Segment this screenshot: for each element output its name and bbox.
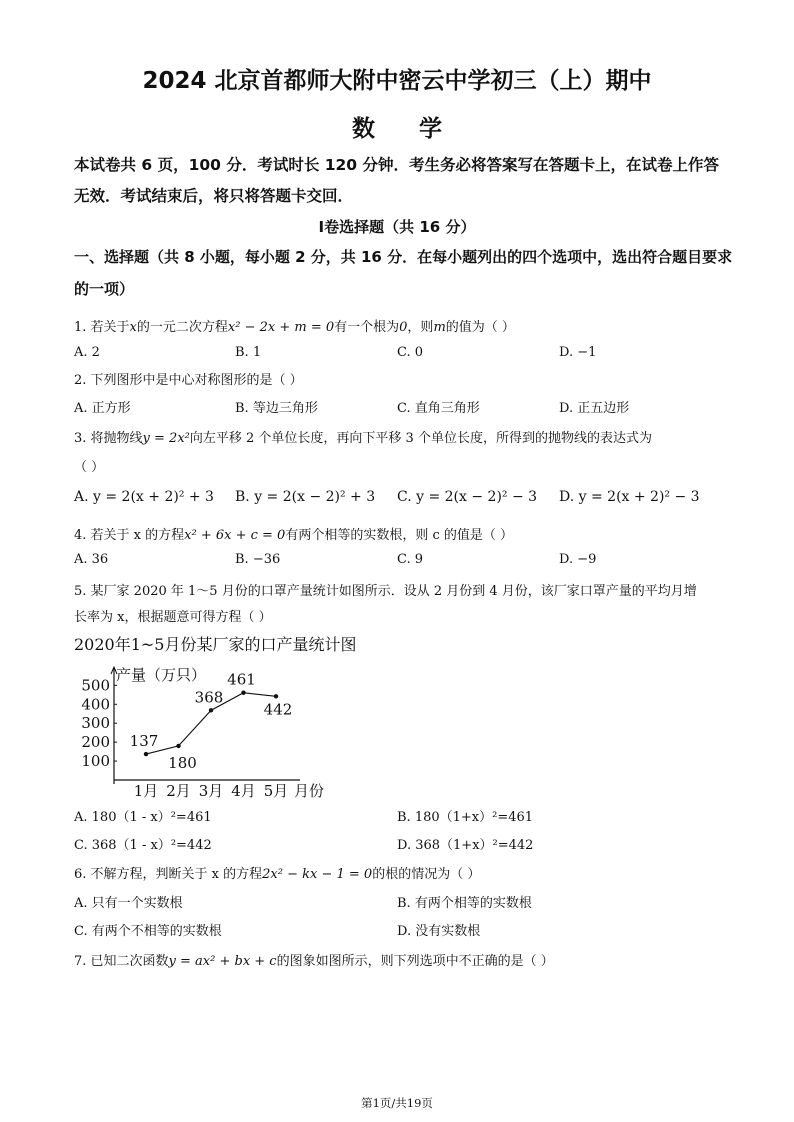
q4-equation: x² + 6x + c = 0	[184, 528, 286, 543]
y-tick-label-300: 300	[81, 714, 110, 733]
q1-text-3: 有一个根为	[334, 320, 400, 335]
data-label-5: 442	[263, 700, 293, 719]
q2-option-d[interactable]: D. 正五边形	[559, 401, 630, 416]
q2-option-a[interactable]: A. 正方形	[74, 401, 131, 416]
chart-marks	[130, 671, 293, 772]
q1-text-4: ，则	[407, 320, 434, 335]
q6-text-2: 的根的情况为（ ）	[372, 867, 481, 882]
q5-option-d[interactable]: D. 368（1+x）²=442	[397, 838, 534, 853]
data-point-2	[176, 744, 180, 748]
q3-option-c[interactable]: C. y = 2(x − 2)² − 3	[397, 489, 538, 505]
data-point-4	[241, 691, 245, 695]
q2-option-b[interactable]: B. 等边三角形	[235, 401, 318, 416]
q1-text-2: 的一元二次方程	[136, 320, 228, 335]
section-title: 一、选择题（共 8 小题，每小题 2 分，共 16 分．在每小题列出的四个选项中，选出符合题目要求的一项）	[74, 248, 733, 298]
q3-option-b[interactable]: B. y = 2(x − 2)² + 3	[235, 489, 376, 505]
q7-equation: y = ax² + bx + c	[168, 954, 277, 969]
q1-option-c[interactable]: C. 0	[397, 345, 424, 360]
q2-option-c[interactable]: C. 直角三角形	[397, 401, 480, 416]
y-tick-label-100: 100	[81, 752, 110, 771]
q4-option-d[interactable]: D. −9	[559, 552, 597, 567]
production-line-chart	[70, 660, 370, 800]
q3-option-a[interactable]: A. y = 2(x + 2)² + 3	[74, 489, 214, 505]
q3-paren: （ ）	[74, 460, 105, 475]
question-5-line-2: 长率为 x，根据题意可得方程（ ）	[74, 610, 272, 625]
q4-text: 4. 若关于 x 的方程	[74, 528, 185, 543]
data-label-3: 368	[194, 688, 224, 707]
q6-option-d[interactable]: D. 没有实数根	[397, 924, 481, 939]
q6-option-b[interactable]: B. 有两个相等的实数根	[397, 896, 532, 911]
q5-option-c[interactable]: C. 368（1 - x）²=442	[74, 838, 212, 853]
question-1	[74, 316, 515, 335]
exam-title: 2024 北京首都师大附中密云中学初三（上）期中	[142, 68, 652, 94]
data-label-1: 137	[129, 732, 159, 751]
y-axis-label: 产量（万只）	[116, 666, 207, 684]
q4-option-a[interactable]: A. 36	[74, 552, 109, 567]
q1-option-a[interactable]: A. 2	[74, 345, 100, 360]
x-tick-label-3: 3月	[198, 782, 224, 800]
q7-text-2: 的图象如图所示，则下列选项中不正确的是（ ）	[276, 954, 554, 969]
q1-var: x	[129, 320, 137, 335]
q5-option-a[interactable]: A. 180（1 - x）²=461	[74, 810, 212, 825]
question-4	[74, 524, 513, 543]
q6-equation: 2x² − kx − 1 = 0	[262, 867, 373, 882]
chart-title: 2020年1~5月份某厂家的口产量统计图	[74, 635, 357, 654]
q4-option-b[interactable]: B. −36	[235, 552, 281, 567]
q3-equation: y = 2x²	[142, 431, 190, 446]
data-label-4: 461	[227, 670, 256, 689]
question-3	[74, 427, 652, 446]
data-point-1	[144, 752, 148, 756]
q3-text: 3. 将抛物线	[74, 431, 143, 446]
q5-option-b[interactable]: B. 180（1+x）²=461	[397, 810, 534, 825]
q4-option-c[interactable]: C. 9	[397, 552, 424, 567]
chart-ticks	[81, 676, 288, 800]
page-footer: 第1页/共19页	[361, 1096, 433, 1110]
q4-text-2: 有两个相等的实数根，则 c 的值是（ ）	[285, 528, 513, 543]
y-tick-label-500: 500	[81, 676, 110, 695]
x-tick-label-2: 2月	[166, 782, 191, 800]
x-axis-label: 月份	[294, 782, 325, 800]
question-5-line-1: 5. 某厂家 2020 年 1～5 月份的口罩产量统计如图所示．设从 2 月份到 4 月份，该厂家口罩产量的平均月增	[74, 584, 697, 599]
x-tick-label-4: 4月	[231, 782, 256, 800]
exam-notice: 本试卷共 6 页，100 分．考试时长 120 分钟．考生务必将答案写在答题卡上，在试卷上作答无效．考试结束后，将只将答题卡交回．	[74, 156, 719, 205]
question-2: 2. 下列图形中是中心对称图形的是（ ）	[74, 373, 303, 388]
q6-option-c[interactable]: C. 有两个不相等的实数根	[74, 924, 222, 939]
q7-text: 7. 已知二次函数	[74, 954, 169, 969]
q3-text-2: 向左平移 2 个单位长度，再向下平移 3 个单位长度，所得到的抛物线的表达式为	[189, 431, 652, 446]
q6-text: 6. 不解方程，判断关于 x 的方程	[74, 867, 263, 882]
x-tick-label-1: 1月	[133, 782, 159, 800]
part-title: Ⅰ卷选择题（共 16 分）	[318, 218, 476, 236]
question-6	[74, 863, 480, 882]
subject-title: 数学	[352, 116, 486, 142]
q1-text-5: 的值为（ ）	[445, 320, 515, 335]
q1-option-b[interactable]: B. 1	[235, 345, 262, 360]
q1-option-d[interactable]: D. −1	[559, 345, 597, 360]
q1-root: 0	[399, 320, 408, 335]
q3-option-d[interactable]: D. y = 2(x + 2)² − 3	[559, 489, 700, 505]
data-point-3	[209, 708, 213, 712]
q6-option-a[interactable]: A. 只有一个实数根	[74, 896, 183, 911]
y-tick-label-400: 400	[81, 695, 110, 714]
data-label-2: 180	[168, 753, 197, 772]
q1-equation: x² − 2x + m = 0	[227, 320, 335, 335]
data-point-5	[274, 694, 278, 698]
question-7	[74, 950, 554, 969]
q1-var-2: m	[433, 320, 446, 335]
q1-text: 1. 若关于	[74, 320, 130, 335]
x-tick-label-5: 5月	[263, 782, 289, 800]
y-tick-label-200: 200	[81, 733, 110, 752]
